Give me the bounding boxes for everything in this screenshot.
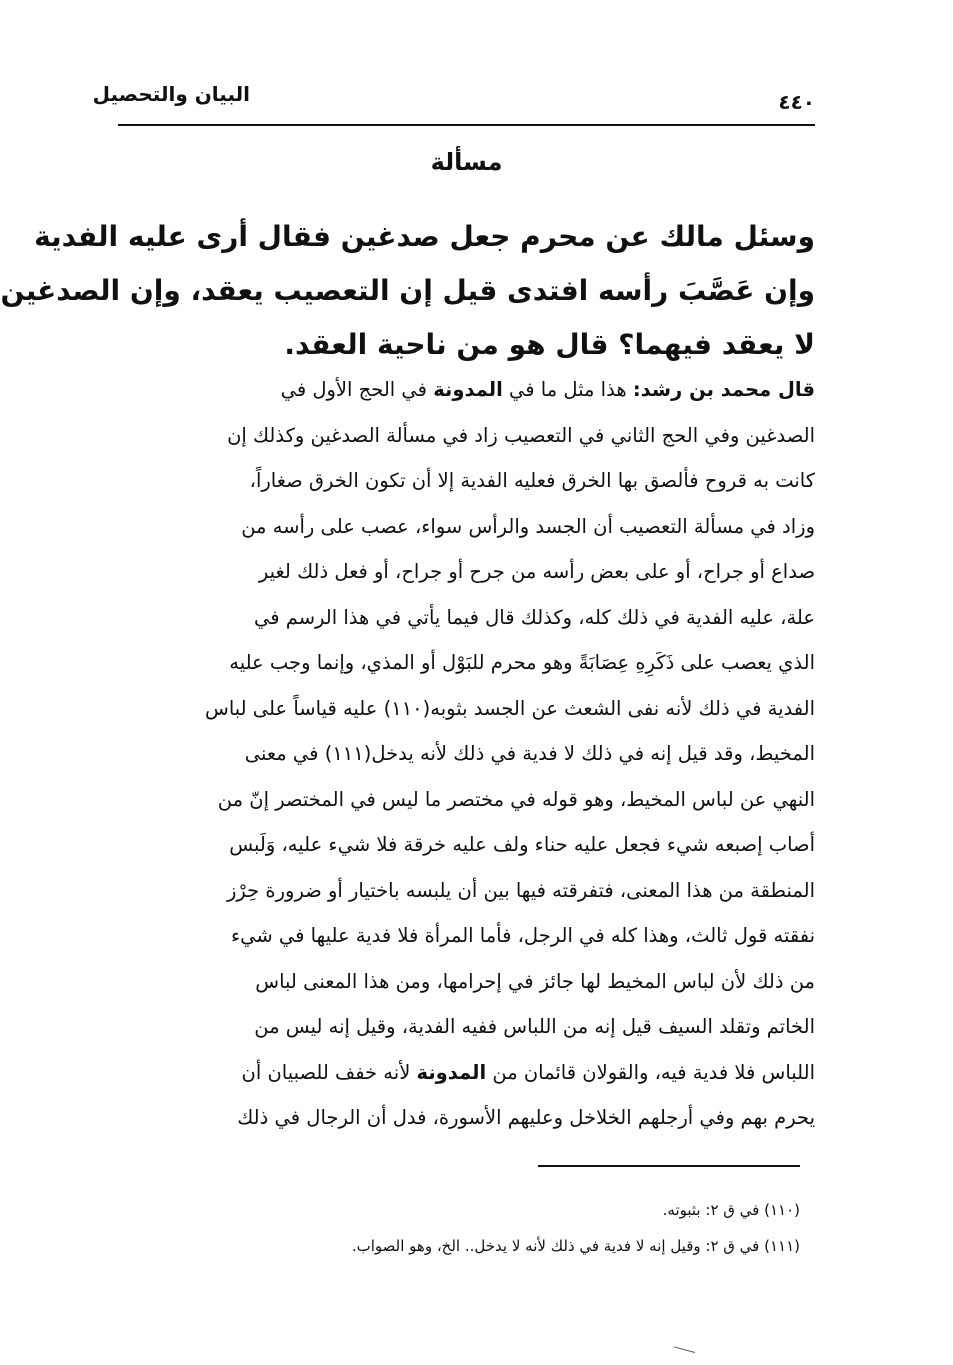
source-reference: المدونة xyxy=(416,1060,487,1084)
commentary-line: الصدغين وفي الحج الثاني في التعصيب زاد في مسألة الصدغين وكذلك إن xyxy=(227,423,815,447)
footnotes xyxy=(118,1192,800,1264)
commentary-line: المخيط، وقد قيل إنه في ذلك لا فدية في ذلك لأنه يدخل(١١١) في معنى xyxy=(244,742,815,765)
footnote-110: (١١٠) في ق ٢: بثبوته. xyxy=(662,1201,800,1219)
question-line: لا يعقد فيهما؟ قال هو من ناحية العقد. xyxy=(284,328,815,361)
commentary-line: المنطقة من هذا المعنى، فتفرقته فيها بين أن يلبسه باختيار أو ضرورة حِرْز xyxy=(226,878,815,902)
commentary-text: اللباس فلا فدية فيه، والقولان قائمان من xyxy=(492,1060,815,1084)
commentary-line: صداع أو جراح، أو على بعض رأسه من جرح أو جراح، أو فعل ذلك لغير xyxy=(258,560,815,583)
commentary-line: وزاد في مسألة التعصيب أن الجسد والرأس سواء، عصب على رأسه من xyxy=(241,514,815,538)
commentary-line: يحرم بهم وفي أرجلهم الخلاخل وعليهم الأسورة، فدل أن الرجال في ذلك xyxy=(237,1106,815,1129)
question-paragraph xyxy=(0,210,815,372)
page-number: ٤٤٠ xyxy=(778,90,815,114)
footnote-111: (١١١) في ق ٢: وقيل إنه لا فدية في ذلك لأنه لا يدخل.. الخ، وهو الصواب. xyxy=(351,1237,800,1255)
question-line: وإن عَصَّبَ رأسه افتدى قيل إن التعصيب يعقد، وإن الصدغين xyxy=(0,274,815,307)
section-title: مسألة xyxy=(430,148,503,176)
scan-artifact xyxy=(671,1346,695,1362)
commentary-line: الذي يعصب على ذَكَرِهِ عِصَابَةً وهو محرم للبَوْل أو المذي، وإنما وجب عليه xyxy=(229,651,815,674)
commentary-line: نفقته قول ثالث، وهذا كله في الرجل، فأما المرأة فلا فدية عليها في شيء xyxy=(230,924,815,947)
commentary-text: هذا مثل ما في xyxy=(509,378,627,401)
commentary-line: كانت به قروح فألصق بها الخرق فعليه الفدية إلا أن تكون الخرق صغاراً، xyxy=(249,469,815,492)
commentary-line xyxy=(108,1050,815,1096)
commentary-line: النهي عن لباس المخيط، وهو قوله في مختصر ما ليس في المختصر إنّ من xyxy=(217,787,815,811)
question-line: وسئل مالك عن محرم جعل صدغين فقال أرى عليه الفدية xyxy=(34,220,815,253)
commentary-line: من ذلك لأن لباس المخيط لها جائز في إحرامها، ومن هذا المعنى لباس xyxy=(255,969,815,993)
commentary-paragraph xyxy=(108,367,815,1141)
footnote-rule xyxy=(538,1165,800,1167)
running-head xyxy=(92,78,815,126)
commentary-text: في الحج الأول في xyxy=(280,378,427,401)
commentary-speaker: قال محمد بن رشد: xyxy=(632,378,815,401)
commentary-text: لأنه خفف للصبيان أن xyxy=(241,1060,411,1084)
commentary-line: الفدية في ذلك لأنه نفى الشعث عن الجسد بثوبه(١١٠) عليه قياساً على لباس xyxy=(205,696,815,720)
commentary-line: أصاب إصبعه شيء فجعل عليه حناء ولف عليه خرقة فلا شيء عليه، وَلَبس xyxy=(229,833,815,856)
running-title: البيان والتحصيل xyxy=(92,82,250,106)
commentary-line: الخاتم وتقلد السيف قيل إنه من اللباس ففيه الفدية، وقيل إنه ليس من xyxy=(254,1015,815,1038)
commentary-line: علة، عليه الفدية في ذلك كله، وكذلك قال فيما يأتي في هذا الرسم في xyxy=(253,605,815,629)
commentary-line xyxy=(108,367,815,413)
header-rule xyxy=(118,124,815,126)
source-reference: المدونة xyxy=(433,378,503,401)
